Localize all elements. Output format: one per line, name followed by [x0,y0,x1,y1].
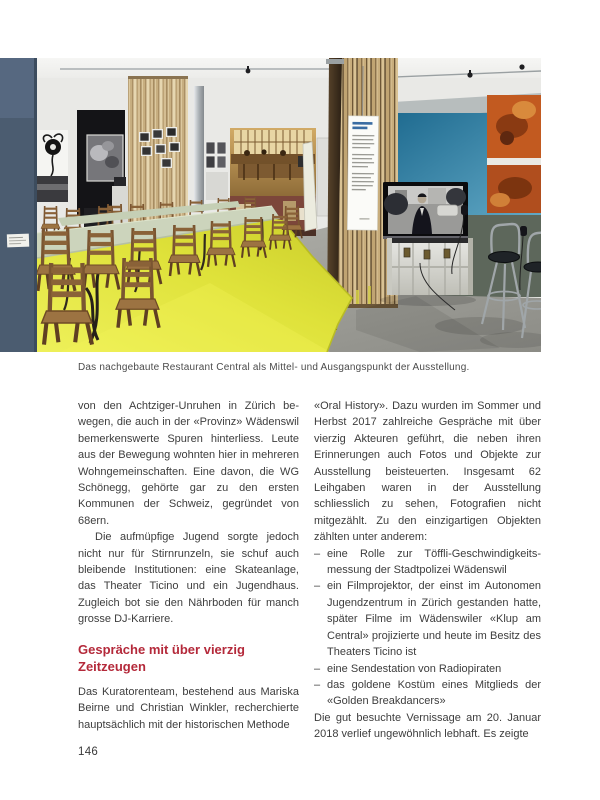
section-heading: Gespräche mit über vierzig Zeitzeugen [78,641,245,674]
left-paragraphs-after [78,684,299,733]
storage-trunk [387,238,473,295]
paragraph: Die gut besuchte Vernissage am 20. Januar 2018 verlief ungewöhnlich lebhaft. Es zeigte [314,711,541,741]
wall-label [7,234,29,248]
paragraph: Die aufmüpfige Jugend sorgte jedoch nicht nur für Stirnrunzeln, sie schuf auch bleibende Institutionen: eine Skateanlage, das Theater Ticino und ein Jugendhaus. Zugleich bot sie den Nährboden für manch grosse DJ-Karriere. [78,531,299,626]
bullet-dash: – [314,580,321,593]
paragraph: Das Kuratorenteam, bestehend aus Mariska Beirne und Christian Winkler, recherchierte hauptsächlich mit der historischen Methode [78,685,299,731]
exhibition-photo [0,58,541,352]
bullet-item: – das goldene Kostüm eines Mitglieds der «Golden Breakdancers» [314,678,541,708]
steel-column [194,86,204,212]
text-columns [78,398,541,743]
bullet-dash: – [314,678,321,691]
bullet-dash: – [314,547,321,560]
paragraph: von den Achtziger-Unruhen in Zürich bewegen, die auch in der «Provinz» Wädenswil bemerkenswerte Spuren hinterliess. Leute aus der Bewegung wohnten hier in mehreren Wohngemeinschaften. Eine davon, die WG Schönegg, gehörte gar zu den ersten Kommunen der Schweiz, gegründet von 68ern. [78,400,299,527]
bullet-list [314,546,541,710]
exhibition-photo-art [0,58,541,352]
bullet-dash: – [314,662,321,675]
tv [383,182,468,239]
paragraph: «Oral History». Dazu wurden im Sommer und Herbst 2017 zahlreiche Gespräche mit über vierzig Akteuren geführt, die neben ihren Erinnerungen auch Fotos und Objekte zur Ausstellung beisteuerten. Insgesamt 62 Leihgaben waren in der Ausstellung schliesslich zu sehen, Fotografien nicht mitgezählt. Zu den einzigartigen Objekten zählten unter anderem: [314,400,541,544]
flower-artwork [37,130,68,202]
column-right [314,398,541,743]
left-paragraphs [78,398,299,628]
column-left [78,398,299,743]
page-number: 146 [78,746,99,758]
bullet-item: – ein Filmprojektor, der einst im Autonomen Jugendzentrum in Zürich gestanden hatte, später Filme im Wädenswiler «Klup am Central» projizierte und heute im Besitz des Theaters Ticino ist [314,580,541,659]
bullet-item: – eine Rolle zur Töffli-Geschwindigkeitsmessung der Stadtpolizei Wädenswil [314,547,541,577]
photo-caption: Das nachgebaute Restaurant Central als Mittel- und Ausgangspunkt der Ausstellung. [78,362,470,373]
motorbike-mural [487,95,541,213]
slate-wall [0,58,37,352]
white-car [437,205,458,216]
bullet-item: – eine Sendestation von Radiopiraten [314,661,541,677]
